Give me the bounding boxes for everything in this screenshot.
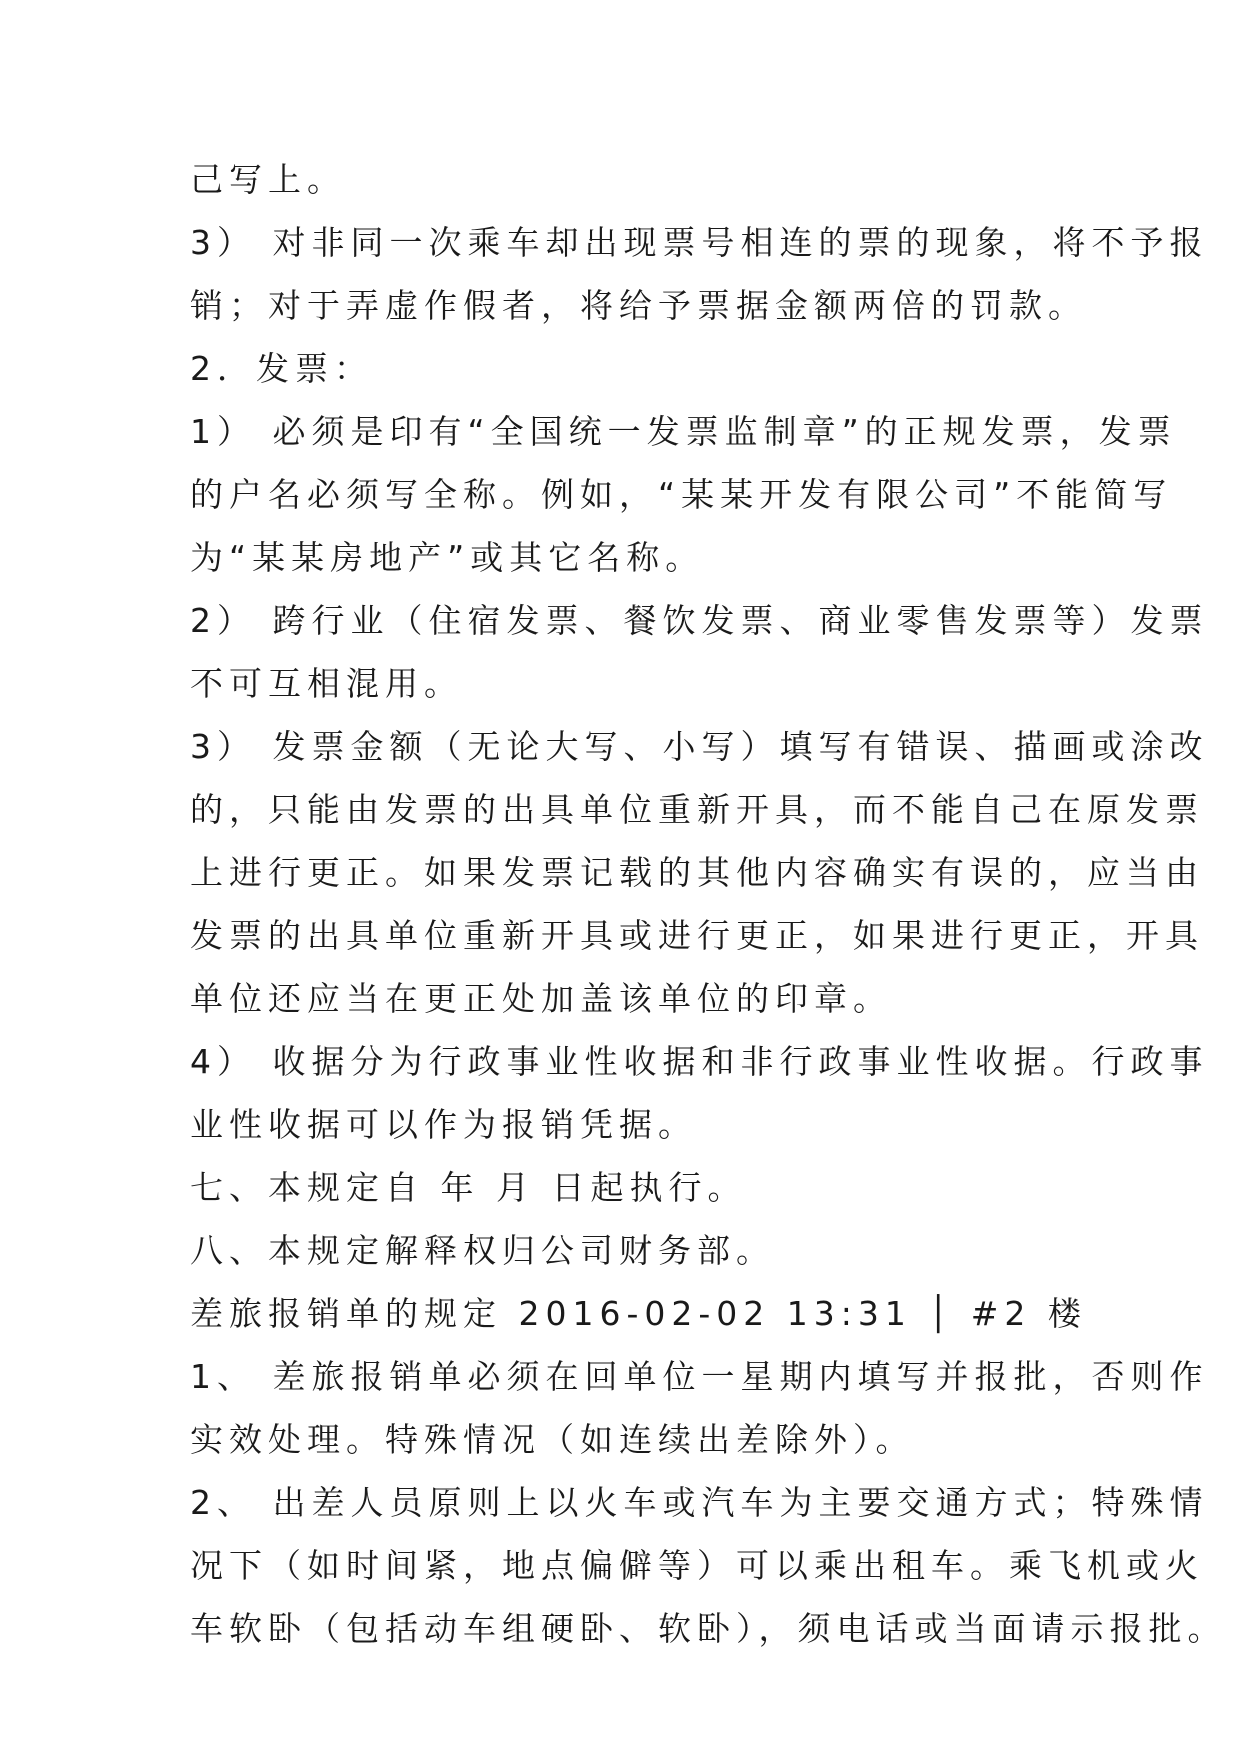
text-line: 销；对于弄虚作假者，将给予票据金额两倍的罚款。 [190,286,1087,325]
text-line: 己写上。 [190,160,346,199]
text-line: 况下（如时间紧，地点偏僻等）可以乘出租车。乘飞机或火 [190,1546,1204,1585]
text-line: 业性收据可以作为报销凭据。 [190,1105,697,1144]
text-line: 1、 差旅报销单必须在回单位一星期内填写并报批，否则作 [190,1357,1209,1396]
text-line: 发票的出具单位重新开具或进行更正，如果进行更正，开具 [190,916,1204,955]
text-line: 车软卧（包括动车组硬卧、软卧），须电话或当面请示报批。 [190,1609,1227,1648]
text-line: 八、本规定解释权归公司财务部。 [190,1231,775,1270]
text-line: 为“某某房地产”或其它名称。 [190,538,705,577]
text-line: 3） 对非同一次乘车却出现票号相连的票的现象，将不予报 [190,223,1209,262]
text-line: 七、本规定自 年 月 日起执行。 [190,1168,747,1207]
text-line: 2、 出差人员原则上以火车或汽车为主要交通方式；特殊情 [190,1483,1209,1522]
text-line: 单位还应当在更正处加盖该单位的印章。 [190,979,892,1018]
text-line: 1） 必须是印有“全国统一发票监制章”的正规发票，发票 [190,412,1177,451]
text-line: 2） 跨行业（住宿发票、餐饮发票、商业零售发票等）发票 [190,601,1209,640]
text-line: 不可互相混用。 [190,664,463,703]
text-line: 实效处理。特殊情况（如连续出差除外）。 [190,1420,915,1459]
text-line: 的户名必须写全称。例如，“某某开发有限公司”不能简写 [190,475,1173,514]
text-line: 4） 收据分为行政事业性收据和非行政事业性收据。行政事 [190,1042,1209,1081]
text-line: 上进行更正。如果发票记载的其他内容确实有误的，应当由 [190,853,1204,892]
section-heading: 2．发票： [190,349,373,388]
text-line: 3） 发票金额（无论大写、小写）填写有错误、描画或涂改 [190,727,1209,766]
text-line: 的，只能由发票的出具单位重新开具，而不能自己在原发票 [190,790,1204,829]
post-header: 差旅报销单的规定 2016-02-02 13:31 │ #2 楼 [190,1294,1087,1333]
